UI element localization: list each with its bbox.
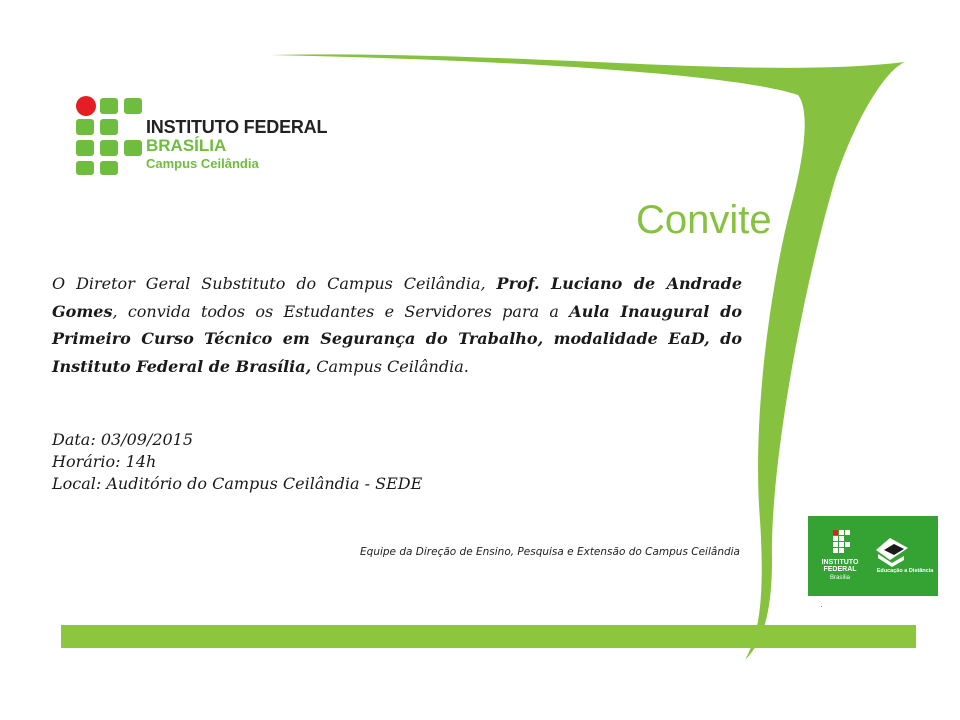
event-time: Horário: 14h xyxy=(52,452,157,471)
ifb-ead-line2: FEDERAL xyxy=(823,566,857,574)
page-title: Convite xyxy=(636,198,772,242)
ifb-logo-text xyxy=(146,118,327,170)
invitation-text-3: Campus Ceilândia. xyxy=(311,356,469,376)
invitation-text-2: , convida todos os Estudantes e Servidores para a xyxy=(112,301,570,321)
ifb-logo-mark xyxy=(74,96,146,176)
logo-line-instituto-federal: INSTITUTO FEDERAL xyxy=(146,117,328,137)
event-location: Local: Auditório do Campus Ceilândia - SEDE xyxy=(52,474,423,493)
logo-line-brasilia: BRASÍLIA xyxy=(146,135,227,155)
event-details xyxy=(52,429,422,495)
invitation-bold-name: Prof. Luciano de Andrade Gomes xyxy=(52,274,742,321)
ifb-ead-logo-text xyxy=(812,559,868,581)
ifb-ead-line1: INSTITUTO xyxy=(821,559,859,566)
ifb-ead-line3: Brasília xyxy=(829,574,850,581)
ead-label: Educação a Distância xyxy=(876,568,934,574)
ifb-ead-logo-graphic xyxy=(808,516,938,596)
invitation-text-1: O Diretor Geral Substituto do Campus Ceilândia, xyxy=(52,274,497,293)
event-date: Data: 03/09/2015 xyxy=(52,430,194,449)
invitation-paragraph xyxy=(52,270,742,380)
signature-line: Equipe da Direção de Ensino, Pesquisa e Extensão do Campus Ceilândia xyxy=(360,546,740,558)
footer-bar xyxy=(61,625,916,648)
logo-line-campus: Campus Ceilândia xyxy=(146,155,259,171)
ifb-ead-logo xyxy=(808,516,938,596)
invitation-bold-event: Aula Inaugural do Primeiro Curso Técnico em Segurança do Trabalho, modalidade EaD, do Instituto Federal de Brasília, xyxy=(52,301,743,376)
decorative-dot xyxy=(821,606,822,607)
